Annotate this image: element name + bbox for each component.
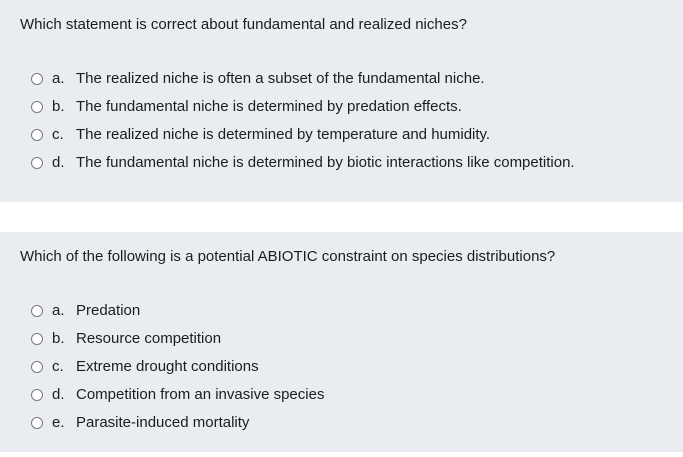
answer-option-e[interactable] (31, 408, 683, 436)
option-letter: b. (52, 97, 65, 115)
option-letter: a. (52, 301, 65, 319)
answer-options (31, 64, 683, 176)
option-letter: c. (52, 125, 64, 143)
radio-button-icon[interactable] (31, 73, 43, 85)
option-letter: b. (52, 329, 65, 347)
option-text: Parasite-induced mortality (76, 413, 250, 431)
answer-option-b[interactable] (31, 92, 683, 120)
answer-option-c[interactable] (31, 352, 683, 380)
option-letter: d. (52, 385, 65, 403)
question-text: Which statement is correct about fundamental and realized niches? (20, 16, 467, 33)
question-card-2 (0, 232, 683, 452)
option-text: Competition from an invasive species (76, 385, 325, 403)
radio-button-icon[interactable] (31, 129, 43, 141)
radio-button-icon[interactable] (31, 333, 43, 345)
option-text: The fundamental niche is determined by biotic interactions like competition. (76, 153, 575, 171)
answer-option-a[interactable] (31, 296, 683, 324)
radio-button-icon[interactable] (31, 157, 43, 169)
answer-options (31, 296, 683, 436)
option-text: Extreme drought conditions (76, 357, 259, 375)
radio-button-icon[interactable] (31, 361, 43, 373)
option-text: Predation (76, 301, 141, 319)
radio-button-icon[interactable] (31, 305, 43, 317)
answer-option-b[interactable] (31, 324, 683, 352)
option-letter: e. (52, 413, 65, 431)
question-card-1 (0, 0, 683, 202)
answer-option-c[interactable] (31, 120, 683, 148)
option-text: The realized niche is often a subset of the fundamental niche. (76, 69, 485, 87)
option-letter: a. (52, 69, 65, 87)
radio-button-icon[interactable] (31, 417, 43, 429)
answer-option-a[interactable] (31, 64, 683, 92)
option-text: The realized niche is determined by temperature and humidity. (76, 125, 491, 143)
answer-option-d[interactable] (31, 148, 683, 176)
option-letter: c. (52, 357, 64, 375)
radio-button-icon[interactable] (31, 389, 43, 401)
option-text: The fundamental niche is determined by predation effects. (76, 97, 462, 115)
option-text: Resource competition (76, 329, 222, 347)
question-text: Which of the following is a potential ABIOTIC constraint on species distributions? (20, 248, 556, 265)
radio-button-icon[interactable] (31, 101, 43, 113)
answer-option-d[interactable] (31, 380, 683, 408)
option-letter: d. (52, 153, 65, 171)
